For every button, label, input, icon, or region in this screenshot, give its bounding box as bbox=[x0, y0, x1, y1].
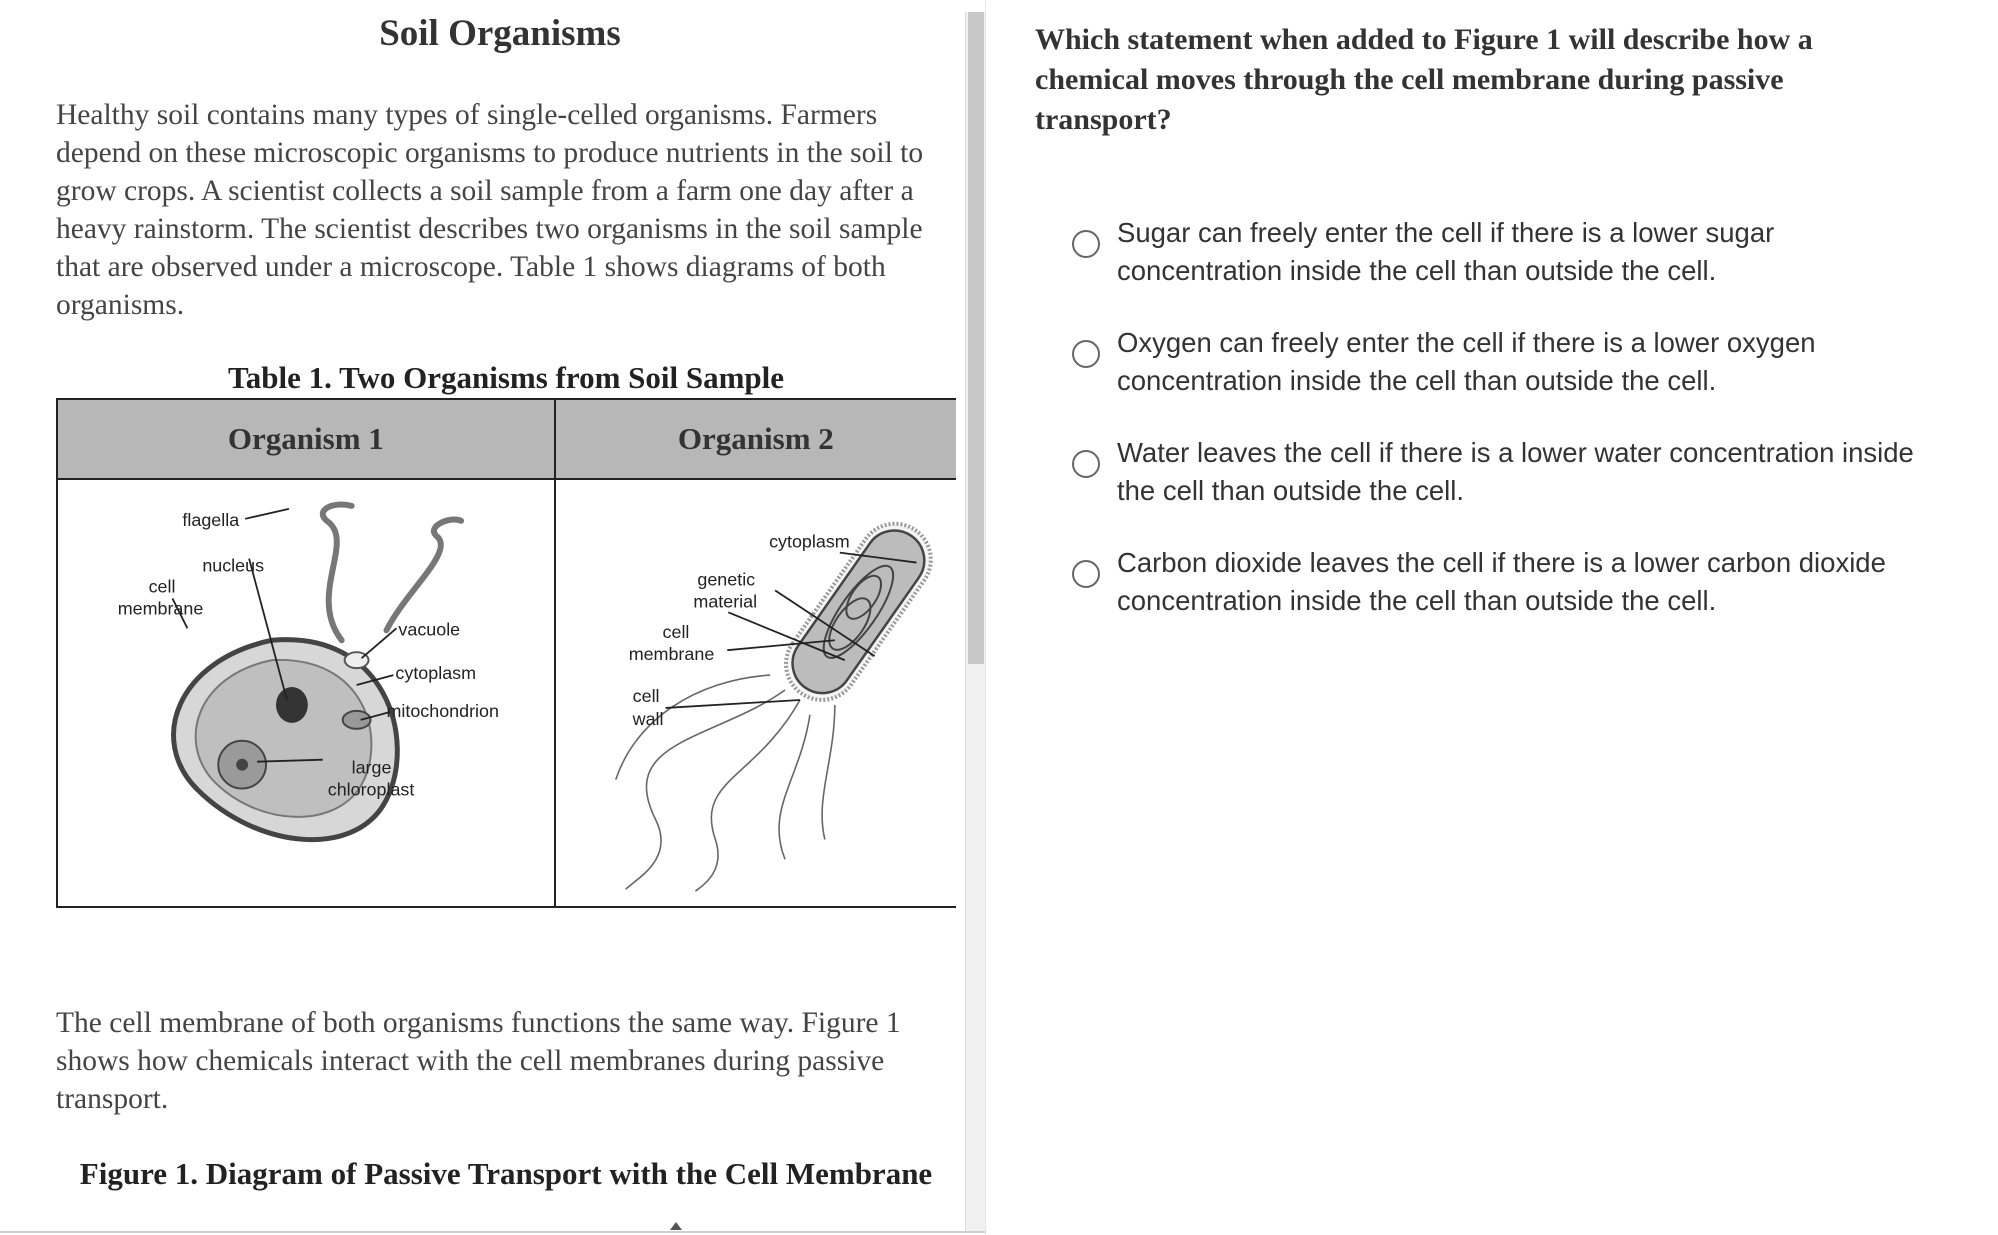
figure-caption: Figure 1. Diagram of Passive Transport with the Cell Membrane bbox=[79, 1156, 933, 1191]
choice-a[interactable] bbox=[1072, 214, 1922, 294]
question-prompt: Which statement when added to Figure 1 will describe how a chemical moves through the cell membrane during passive transport? bbox=[1035, 23, 1813, 136]
label-flagella: flagella bbox=[182, 509, 240, 530]
label-genetic-1: genetic bbox=[697, 569, 755, 590]
label-nucleus: nucleus bbox=[202, 555, 265, 576]
organism-1-cell bbox=[57, 479, 555, 907]
organisms-table bbox=[56, 398, 956, 908]
label-chloroplast-2: chloroplast bbox=[327, 779, 415, 800]
label-cell-membrane-1: cell bbox=[148, 576, 176, 597]
label-genetic-2: material bbox=[693, 591, 757, 612]
choice-b[interactable] bbox=[1072, 324, 1922, 404]
organism-1-diagram bbox=[58, 480, 554, 906]
radio-button-b[interactable] bbox=[1072, 340, 1100, 368]
choice-d-text[interactable]: Carbon dioxide leaves the cell if there is a lower carbon dioxide concentration inside the cell than outside the cell. bbox=[1117, 547, 1886, 616]
label-cell-membrane-org2-2: membrane bbox=[628, 644, 714, 665]
passage-scrollbar[interactable] bbox=[965, 12, 986, 1232]
organism-2-diagram bbox=[556, 480, 956, 906]
radio-button-d[interactable] bbox=[1072, 560, 1100, 588]
radio-button-c[interactable] bbox=[1072, 450, 1100, 478]
radio-button-a[interactable] bbox=[1072, 230, 1100, 258]
label-cytoplasm: cytoplasm bbox=[395, 663, 477, 684]
label-mitochondrion: mitochondrion bbox=[386, 700, 499, 721]
membrane-paragraph: The cell membrane of both organisms functions the same way. Figure 1 shows how chemicals interact with the cell membranes during passive transport. bbox=[56, 1007, 901, 1115]
choice-c-text[interactable]: Water leaves the cell if there is a lower water concentration inside the cell than outside the cell. bbox=[1117, 437, 1914, 506]
scroll-down-arrow-icon[interactable] bbox=[670, 1222, 682, 1230]
passage-title: Soil Organisms bbox=[379, 13, 621, 54]
organism-2-header: Organism 2 bbox=[555, 399, 956, 479]
choice-c[interactable] bbox=[1072, 434, 1922, 514]
label-cell-wall-2: wall bbox=[632, 708, 664, 729]
organism-1-header: Organism 1 bbox=[57, 399, 555, 479]
choice-a-text[interactable]: Sugar can freely enter the cell if there is a lower sugar concentration inside the cell than outside the cell. bbox=[1117, 217, 1775, 286]
choice-b-text[interactable]: Oxygen can freely enter the cell if there is a lower oxygen concentration inside the cell than outside the cell. bbox=[1117, 327, 1816, 396]
passage-bottom-border bbox=[0, 1231, 985, 1233]
choice-d[interactable] bbox=[1072, 544, 1922, 624]
intro-paragraph: Healthy soil contains many types of single-celled organisms. Farmers depend on these microscopic organisms to produce nutrients in the soil to grow crops. A scientist collects a soil sample from a farm one day after a heavy rainstorm. The scientist describes two organisms in the soil sample that are observed under a microscope. Table 1 shows diagrams of both organisms. bbox=[56, 99, 924, 321]
label-cell-membrane-2: membrane bbox=[117, 598, 204, 619]
label-cell-wall-1: cell bbox=[632, 685, 660, 706]
label-vacuole: vacuole bbox=[398, 619, 461, 640]
pane-divider bbox=[985, 0, 986, 1235]
table-caption: Table 1. Two Organisms from Soil Sample bbox=[227, 360, 785, 395]
label-cytoplasm-2: cytoplasm bbox=[768, 531, 850, 552]
label-cell-membrane-org2-1: cell bbox=[662, 622, 690, 643]
scrollbar-thumb[interactable] bbox=[968, 12, 984, 664]
organism-2-cell bbox=[555, 479, 956, 907]
passage-pane[interactable] bbox=[0, 0, 965, 1232]
label-chloroplast-1: large bbox=[351, 757, 392, 778]
